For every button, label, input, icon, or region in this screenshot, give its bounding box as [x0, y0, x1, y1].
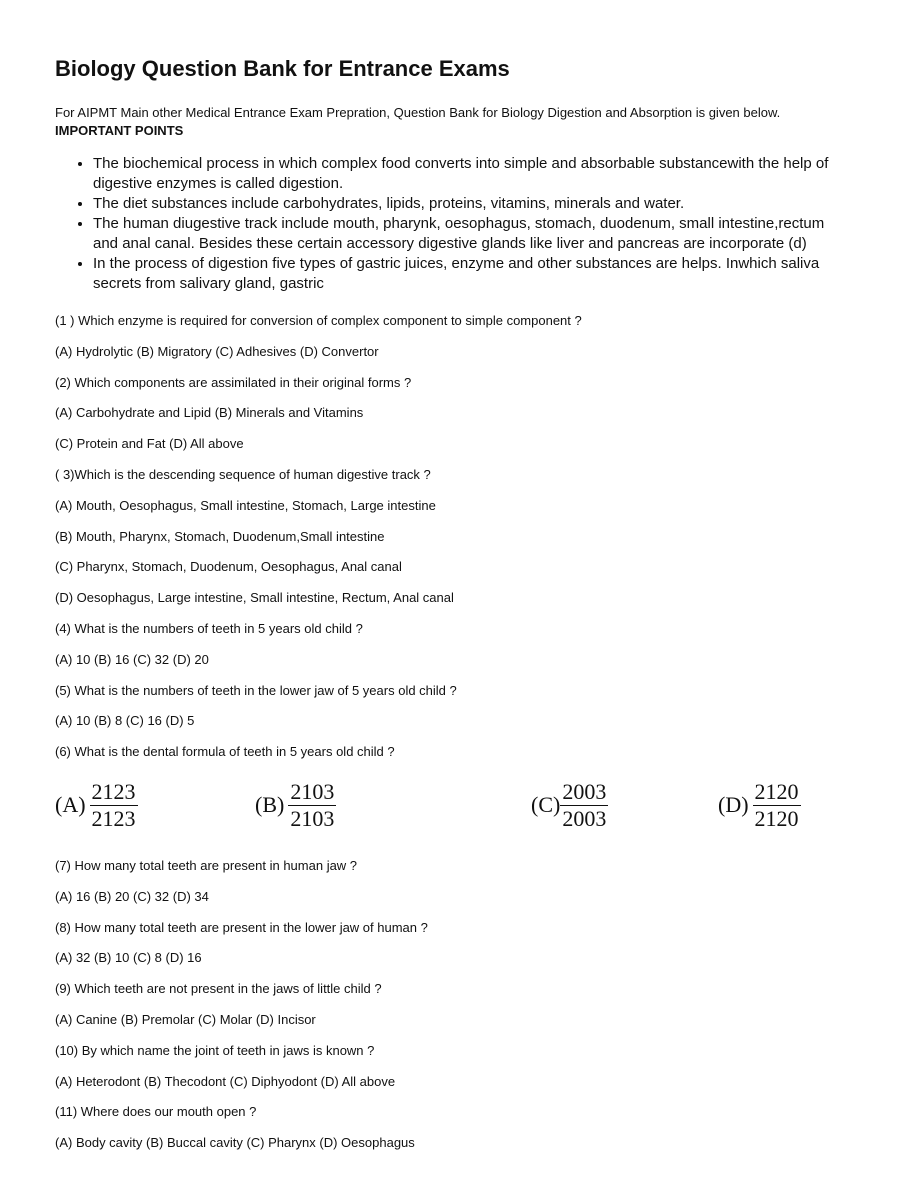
- option-label: (B): [255, 792, 285, 818]
- answer-options: (B) Mouth, Pharynx, Stomach, Duodenum,Small intestine: [55, 528, 385, 544]
- option-label: (C): [531, 792, 561, 818]
- dental-formula-options: [55, 773, 799, 856]
- question-text: (8) How many total teeth are present in the lower jaw of human ?: [55, 919, 428, 935]
- answer-options: (A) Carbohydrate and Lipid (B) Minerals and Vitamins: [55, 405, 364, 421]
- numerator: 2123: [91, 778, 136, 804]
- point-item: • The human diugestive track include mouth, pharynk, oesophagus, stomach, duodenum, small intestine,rectum and anal canal. Besides these certain accessory digestive glands like liver and pancreas are incorporate (d): [93, 214, 853, 254]
- denominator: 2120: [754, 805, 799, 831]
- question-text: (1 ) Which enzyme is required for conversion of complex component to simple component ?: [55, 313, 582, 328]
- question-text: (6) What is the dental formula of teeth in 5 years old child ?: [55, 744, 395, 760]
- answer-options: (A) Heterodont (B) Thecodont (C) Diphyodont (D) All above: [55, 1073, 396, 1089]
- question-text: (10) By which name the joint of teeth in jaws is known ?: [55, 1042, 375, 1058]
- option-label: (D): [718, 792, 749, 818]
- point-item: • In the process of digestion five types of gastric juices, enzyme and other substances are helps. Inwhich saliva secrets from salivary gland, gastric: [93, 254, 853, 294]
- question-text: (7) How many total teeth are present in human jaw ?: [55, 857, 358, 873]
- denominator: 2003: [562, 805, 607, 831]
- question-text: ( 3)Which is the descending sequence of human digestive track ?: [55, 466, 431, 482]
- intro-text: For AIPMT Main other Medical Entrance Exam Prepration, Question Bank for Biology Digestion and Absorption is given below.: [55, 105, 781, 120]
- option-label: (A): [55, 792, 86, 818]
- answer-options: (A) 10 (B) 16 (C) 32 (D) 20: [55, 651, 209, 667]
- question-text: (2) Which components are assimilated in their original forms ?: [55, 374, 412, 390]
- important-heading: IMPORTANT POINTS: [55, 123, 184, 138]
- numerator: 2003: [562, 778, 607, 804]
- answer-options: (A) Hydrolytic (B) Migratory (C) Adhesives (D) Convertor: [55, 343, 379, 359]
- dental-option-c: [531, 779, 608, 832]
- answer-options: (A) Mouth, Oesophagus, Small intestine, Stomach, Large intestine: [55, 497, 436, 513]
- intro: [55, 104, 855, 140]
- dental-option-a: [55, 779, 138, 832]
- point-item: • The biochemical process in which complex food converts into simple and absorbable substancewith the help of digestive enzymes is called digestion.: [93, 154, 853, 194]
- numerator: 2103: [290, 778, 335, 804]
- denominator: 2123: [91, 805, 136, 831]
- important-points-list: [55, 154, 853, 294]
- answer-options: (A) Body cavity (B) Buccal cavity (C) Pharynx (D) Oesophagus: [55, 1135, 415, 1151]
- point-item: • The diet substances include carbohydrates, lipids, proteins, vitamins, minerals and water.: [93, 194, 853, 214]
- page-title: Biology Question Bank for Entrance Exams: [55, 56, 510, 81]
- answer-options: (C) Protein and Fat (D) All above: [55, 436, 244, 452]
- answer-options: (A) 10 (B) 8 (C) 16 (D) 5: [55, 713, 195, 729]
- question-list: [55, 311, 799, 1164]
- denominator: 2103: [290, 805, 335, 831]
- answer-options: (A) 16 (B) 20 (C) 32 (D) 34: [55, 888, 209, 904]
- answer-options: (C) Pharynx, Stomach, Duodenum, Oesophagus, Anal canal: [55, 559, 402, 575]
- numerator: 2120: [754, 778, 799, 804]
- question-text: (11) Where does our mouth open ?: [55, 1104, 257, 1120]
- question-text: (5) What is the numbers of teeth in the lower jaw of 5 years old child ?: [55, 682, 457, 698]
- dental-option-b: [255, 779, 336, 832]
- answer-options: (A) 32 (B) 10 (C) 8 (D) 16: [55, 950, 202, 966]
- question-text: (4) What is the numbers of teeth in 5 years old child ?: [55, 620, 363, 636]
- answer-options: (A) Canine (B) Premolar (C) Molar (D) Incisor: [55, 1011, 316, 1027]
- question-text: (9) Which teeth are not present in the jaws of little child ?: [55, 981, 382, 997]
- dental-option-d: [718, 779, 801, 832]
- answer-options: (D) Oesophagus, Large intestine, Small intestine, Rectum, Anal canal: [55, 590, 454, 606]
